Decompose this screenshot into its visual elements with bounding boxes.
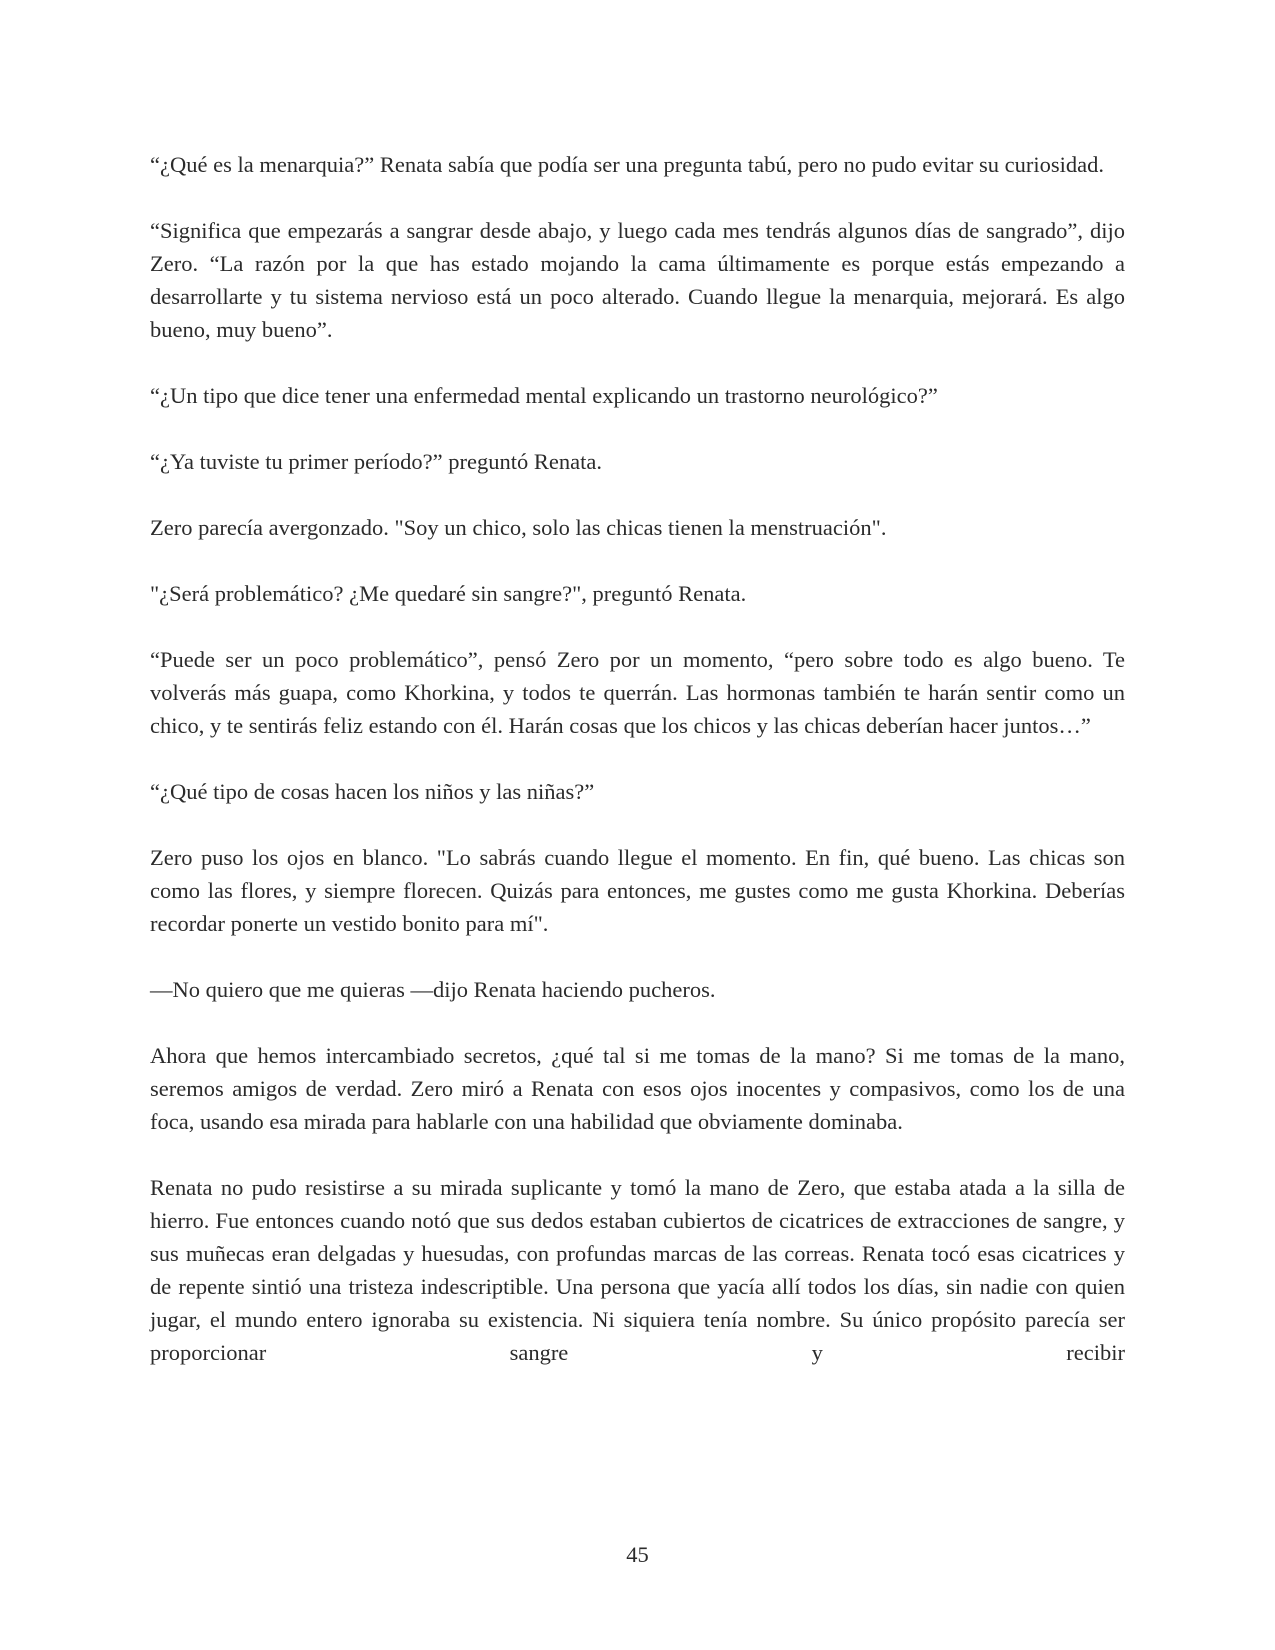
paragraph: “Significa que empezarás a sangrar desde abajo, y luego cada mes tendrás algunos días de sangrado”, dijo Zero. “La razón por la que has estado mojando la cama últimamente es porque estás empezando a desarrollarte y tu sistema nervioso está un poco alterado. Cuando llegue la menarquia, mejorará. Es algo bueno, muy bueno”. <box>150 218 1125 342</box>
body-text <box>150 148 1125 1369</box>
paragraph: Zero parecía avergonzado. "Soy un chico, solo las chicas tienen la menstruación". <box>150 515 887 540</box>
paragraph: “¿Un tipo que dice tener una enfermedad mental explicando un trastorno neurológico?” <box>150 383 938 408</box>
paragraph: Zero puso los ojos en blanco. "Lo sabrás cuando llegue el momento. En fin, qué bueno. Las chicas son como las flores, y siempre florecen. Quizás para entonces, me gustes como me gusta Khorkina. Deberías recordar ponerte un vestido bonito para mí". <box>150 845 1125 936</box>
paragraph: “¿Qué es la menarquia?” Renata sabía que podía ser una pregunta tabú, pero no pudo evitar su curiosidad. <box>150 152 1105 177</box>
paragraph: “¿Qué tipo de cosas hacen los niños y las niñas?” <box>150 779 595 804</box>
page-number: 45 <box>626 1542 649 1567</box>
paragraph: “Puede ser un poco problemático”, pensó Zero por un momento, “pero sobre todo es algo bueno. Te volverás más guapa, como Khorkina, y todos te querrán. Las hormonas también te harán sentir como un chico, y te sentirás feliz estando con él. Harán cosas que los chicos y las chicas deberían hacer juntos…” <box>150 647 1125 738</box>
paragraph: “¿Ya tuviste tu primer período?” preguntó Renata. <box>150 449 602 474</box>
paragraph: Ahora que hemos intercambiado secretos, ¿qué tal si me tomas de la mano? Si me tomas de la mano, seremos amigos de verdad. Zero miró a Renata con esos ojos inocentes y compasivos, como los de una foca, usando esa mirada para hablarle con una habilidad que obviamente dominaba. <box>150 1043 1125 1134</box>
paragraph: —No quiero que me quieras —dijo Renata haciendo pucheros. <box>150 977 716 1002</box>
paragraph: Renata no pudo resistirse a su mirada suplicante y tomó la mano de Zero, que estaba atada a la silla de hierro. Fue entonces cuando notó que sus dedos estaban cubiertos de cicatrices de extracciones de sangre, y sus muñecas eran delgadas y huesudas, con profundas marcas de las correas. Renata tocó esas cicatrices y de repente sintió una tristeza indescriptible. Una persona que yacía allí todos los días, sin nadie con quien jugar, el mundo entero ignoraba su existencia. Ni siquiera tenía nombre. Su único propósito parecía ser proporcionar sangre y recibir <box>150 1175 1125 1365</box>
paragraph: "¿Será problemático? ¿Me quedaré sin sangre?", preguntó Renata. <box>150 581 747 606</box>
